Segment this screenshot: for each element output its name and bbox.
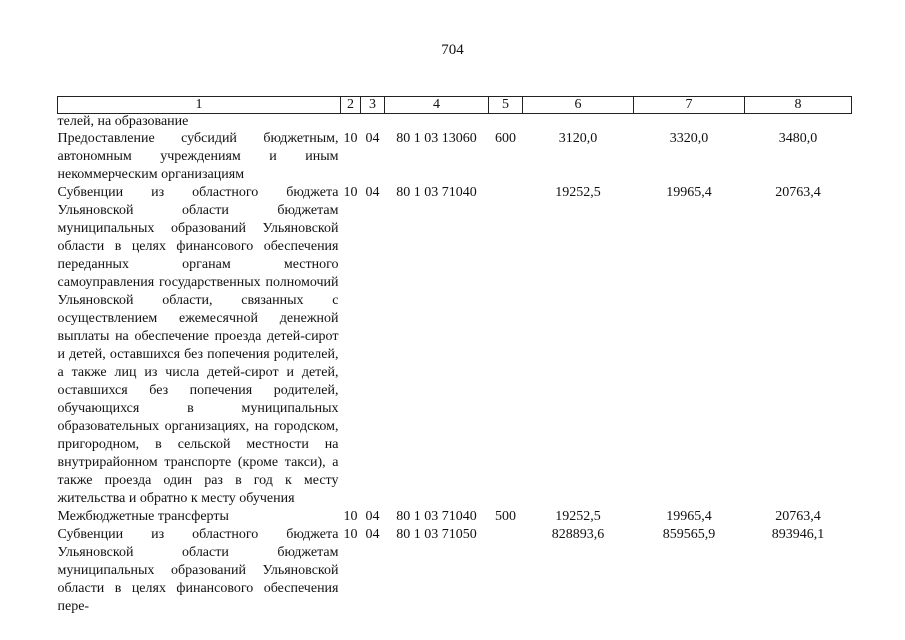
page-number: 704 [441, 42, 464, 58]
row-section: 10 [343, 185, 358, 200]
row-subsection: 04 [365, 131, 380, 146]
row-target-code: 80 1 03 71040 [396, 509, 477, 524]
header-col-3: 3 [361, 97, 385, 114]
row-value-8: 20763,4 [775, 185, 821, 200]
row-value-6: 19252,5 [555, 185, 601, 200]
table-row [58, 130, 852, 184]
row-target-code [385, 114, 489, 131]
row-value-7: 19965,4 [666, 185, 712, 200]
row-expense-type: 500 [495, 509, 516, 524]
header-col-4: 4 [385, 97, 489, 114]
table-row [58, 184, 852, 508]
header-col-7: 7 [634, 97, 745, 114]
row-section [341, 114, 361, 131]
table-row [58, 114, 852, 131]
row-expense-type: 600 [495, 131, 516, 146]
row-description: телей, на образование [57, 114, 189, 129]
row-value-8: 20763,4 [775, 509, 821, 524]
header-col-2: 2 [341, 97, 361, 114]
budget-table [57, 96, 852, 616]
row-target-code: 80 1 03 71040 [396, 185, 477, 200]
row-section: 10 [343, 509, 358, 524]
row-section: 10 [343, 527, 358, 542]
row-target-code: 80 1 03 71050 [396, 527, 477, 542]
row-value-8: 3480,0 [778, 131, 818, 146]
row-expense-type [489, 526, 523, 616]
row-description: Межбюджетные трансферты [57, 509, 229, 524]
row-value-6: 828893,6 [551, 527, 605, 542]
table-row [58, 508, 852, 526]
row-value-7 [634, 114, 745, 131]
row-expense-type [489, 114, 523, 131]
row-subsection [361, 114, 385, 131]
row-value-7: 859565,9 [662, 527, 716, 542]
row-value-8 [745, 114, 852, 131]
header-col-5: 5 [489, 97, 523, 114]
row-description: Субвенции из областного бюджета Ульяновской области бюджетам муниципальных образований Ульяновской области в целях финансового обеспечения переданных органам местного самоуправления государственных полномочий Ульяновской области, связанных с осуществлением ежемесячной денежной выплаты на обеспечение проезда детей-сирот и детей, оставшихся без попечения родителей, а также лиц из числа детей-сирот и детей, оставшихся без попечения родителей, обучающихся в муниципальных образовательных организациях, на городском, пригородном, в сельской местности на внутрирайонном транспорте (кроме такси), а также проезда один раз в год к месту жительства и обратно к месту обучения [57, 185, 339, 506]
header-col-6: 6 [523, 97, 634, 114]
row-value-6: 3120,0 [558, 131, 598, 146]
row-value-7: 3320,0 [669, 131, 709, 146]
row-value-8: 893946,1 [771, 527, 825, 542]
row-value-6 [523, 114, 634, 131]
row-subsection: 04 [365, 509, 380, 524]
row-subsection: 04 [365, 527, 380, 542]
budget-table-container [57, 96, 851, 616]
header-row [58, 97, 852, 114]
header-col-1: 1 [58, 97, 341, 114]
row-expense-type [489, 184, 523, 508]
header-col-8: 8 [745, 97, 852, 114]
table-row [58, 526, 852, 616]
row-target-code: 80 1 03 13060 [396, 131, 477, 146]
row-section: 10 [343, 131, 358, 146]
row-description: Предоставление субсидий бюджетным, автономным учреждениям и иным некоммерческим организациям [57, 131, 339, 182]
row-description: Субвенции из областного бюджета Ульяновской области бюджетам муниципальных образований Ульяновской области в целях финансового обеспечения пере- [57, 527, 339, 614]
row-subsection: 04 [365, 185, 380, 200]
row-value-7: 19965,4 [666, 509, 712, 524]
row-value-6: 19252,5 [555, 509, 601, 524]
